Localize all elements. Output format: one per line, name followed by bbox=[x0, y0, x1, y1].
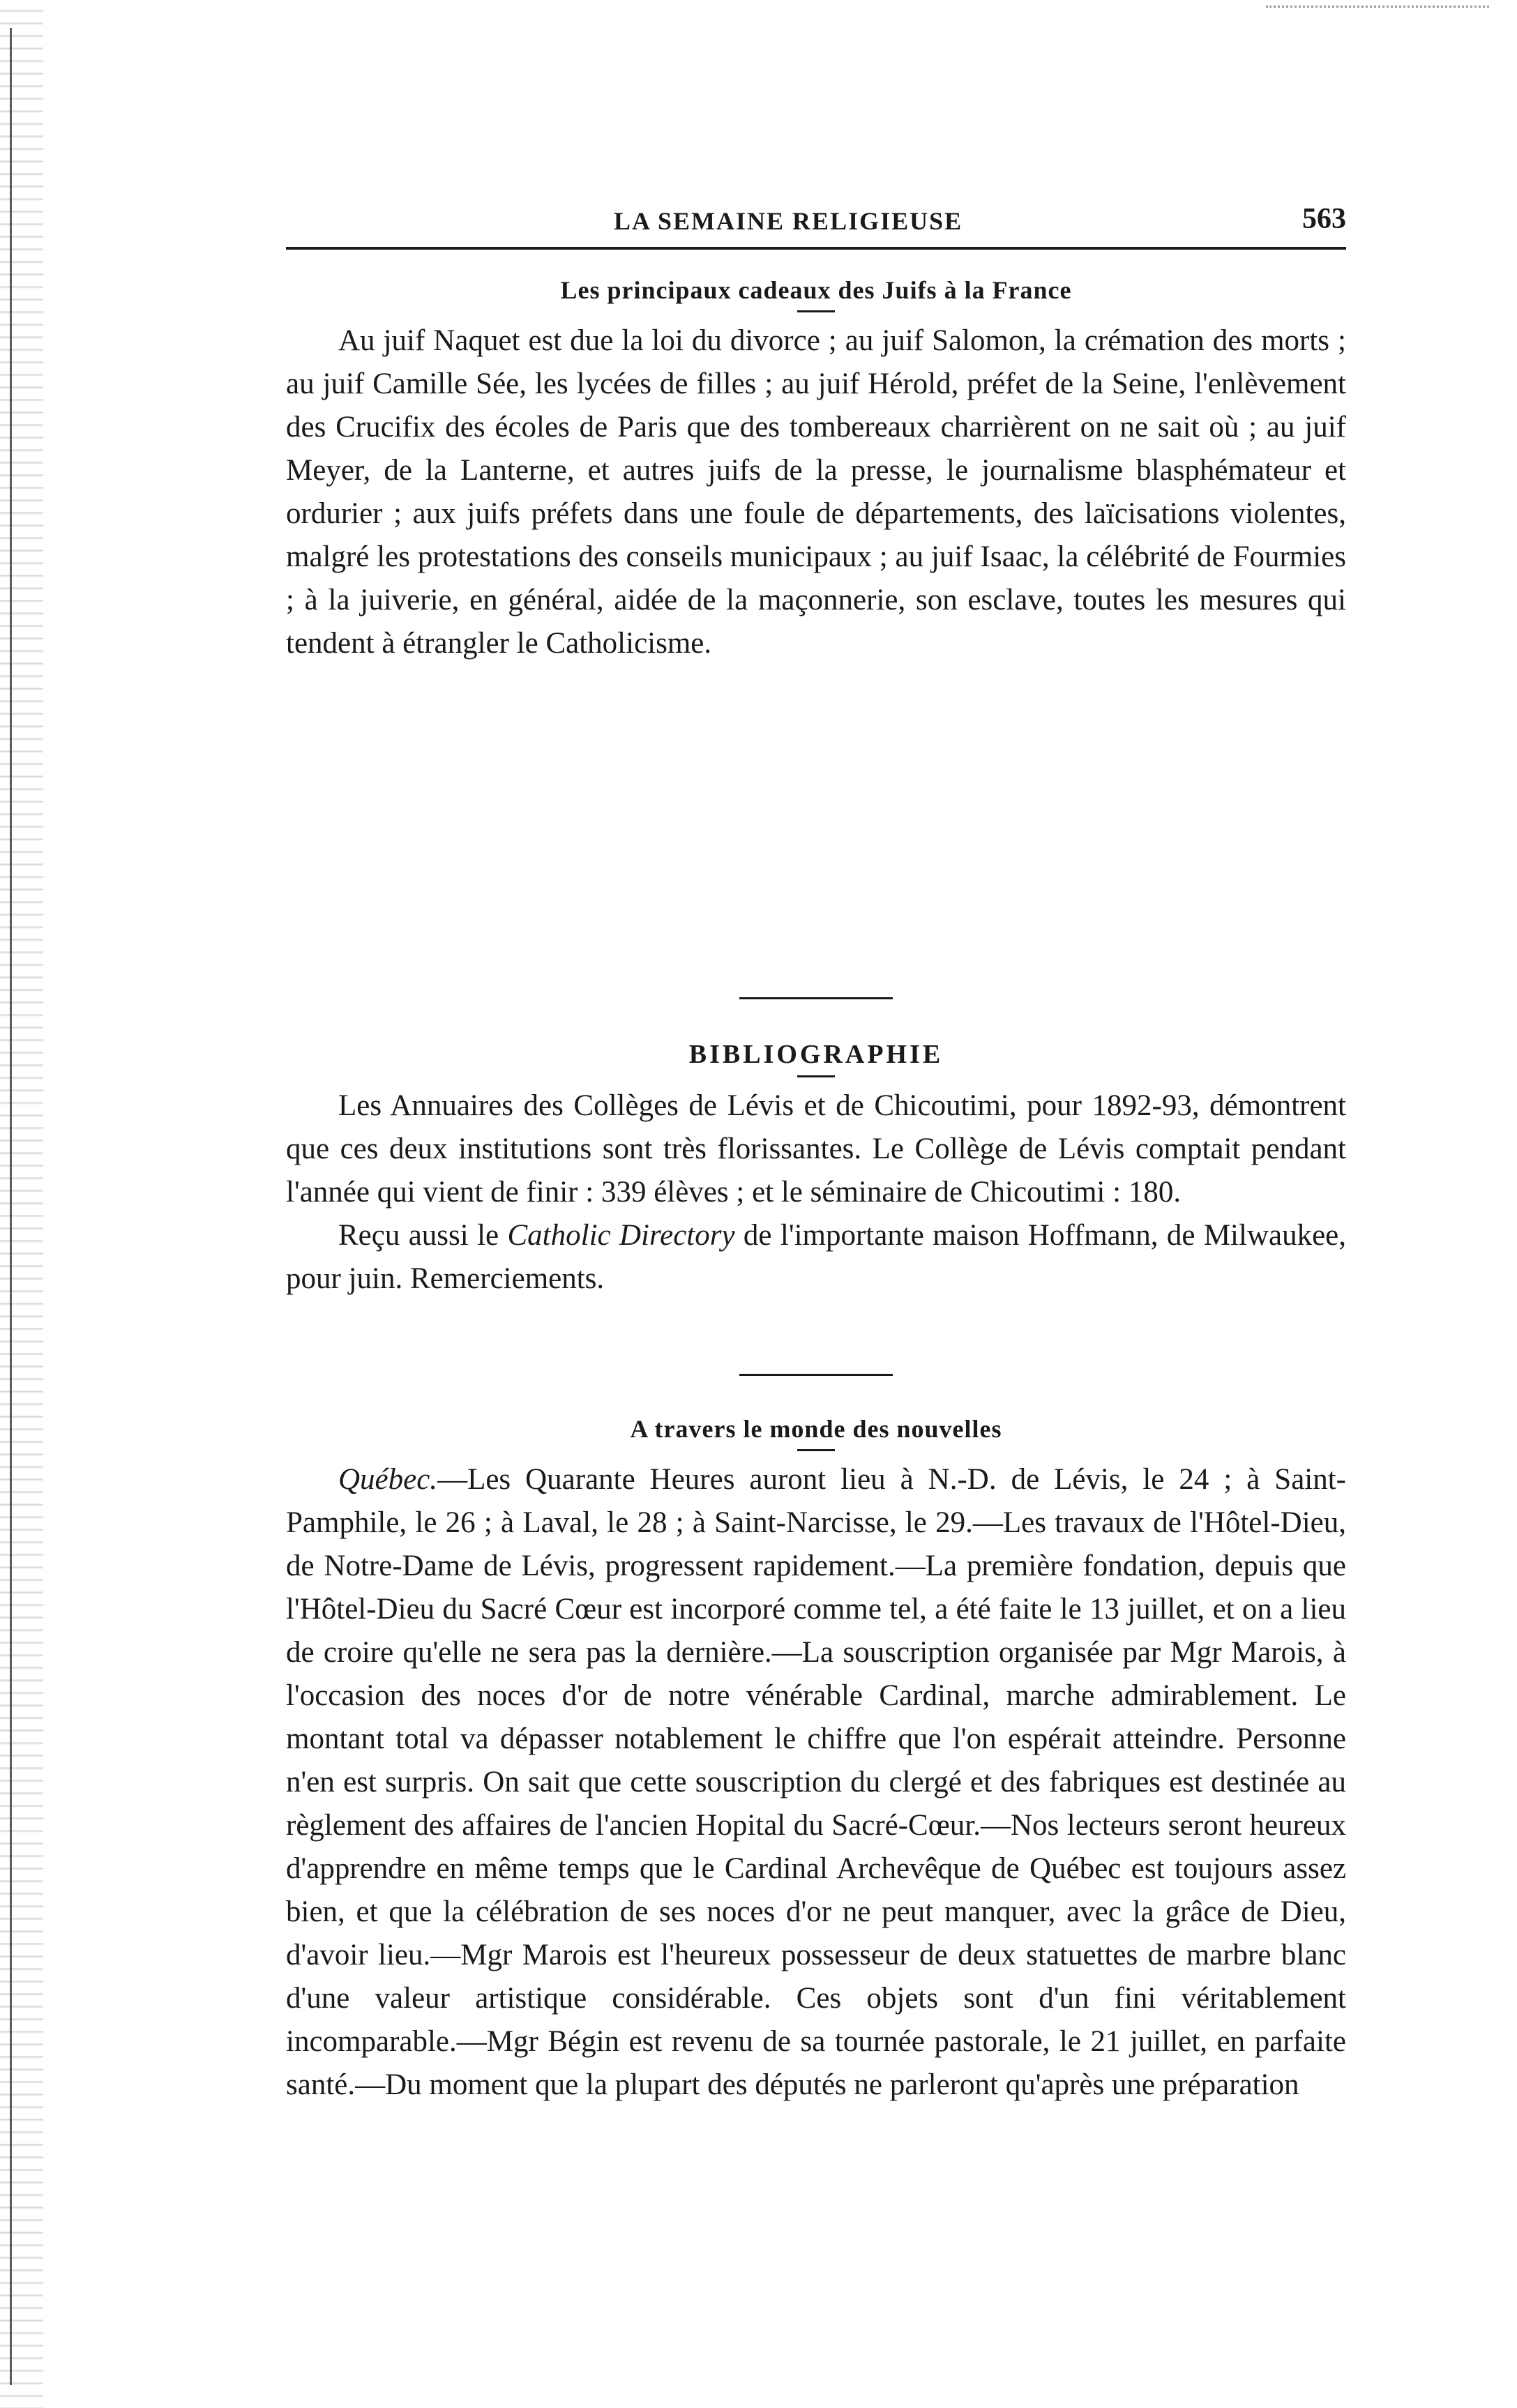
scan-binding-edge bbox=[0, 0, 43, 2408]
section-paragraph bbox=[286, 1458, 1346, 2107]
section-separator bbox=[286, 1374, 1346, 1376]
italic-place: Québec. bbox=[338, 1463, 438, 1496]
running-head bbox=[286, 202, 1346, 247]
separator-rule bbox=[739, 997, 893, 999]
text-run: Reçu aussi le bbox=[338, 1219, 508, 1252]
text-run: —Les Quarante Heures auront lieu à N.-D. de Lévis, le 24 ; à Saint-Pamphile, le 26 ; à Laval, le 28 ; à Saint-Narcisse, le 29.—Les travaux de l'Hôtel-Dieu, de Notre-Dame de Lévis, progressent rapidement.—La première fondation, depuis que l'Hôtel-Dieu du Sacré Cœur est incorporé comme tel, a été faite le 13 juillet, et on a lieu de croire qu'elle ne sera pas la dernière.—La souscription organisée par Mgr Marois, à l'occasion des noces d'or de notre vénérable Cardinal, marche admirablement. Le montant total va dépasser notablement le chiffre que l'on espérait atteindre. Personne n'en est surpris. On sait que cette souscription du clergé et des fabriques est destinée au règlement des affaires de l'ancien Hopital du Sacré-Cœur.—Nos lecteurs seront heureux d'apprendre en même temps que le Cardinal Archevêque de Québec est toujours assez bien, et que la célébration de ses noces d'or ne peut manquer, avec la grâce de Dieu, d'avoir lieu.—Mgr Marois est l'heureux possesseur de deux statuettes de marbre blanc d'une valeur artistique considérable. Ces objets sont d'un fini véritablement incomparable.—Mgr Bégin est revenu de sa tournée pastorale, le 21 juillet, en parfaite santé.—Du moment que la plupart des députés ne parleront qu'après une préparation bbox=[286, 1463, 1346, 2101]
book-page bbox=[286, 202, 1347, 2101]
title-rule bbox=[797, 1075, 835, 1077]
title-rule bbox=[797, 1449, 835, 1451]
section-paragraph: Au juif Naquet est due la loi du divorce ; au juif Salomon, la crémation des morts ; au juif Camille Sée, les lycées de filles ; au juif Hérold, préfet de la Seine, l'enlèvement des Crucifix des écoles de Paris que des tombereaux charrièrent on ne sait où ; au juif Meyer, de la Lanterne, et autres juifs de la presse, le journalisme blasphémateur et ordurier ; aux juifs préfets dans une foule de départements, des laïcisations violentes, malgré les protestations des conseils municipaux ; au juif Isaac, la célébrité de Fourmies ; à la juiverie, en général, aidée de la maçonnerie, son esclave, toutes les mesures qui tendent à étrangler le Catholicisme. bbox=[286, 324, 1346, 660]
scan-top-edge bbox=[1266, 6, 1489, 10]
italic-title: Catholic Directory bbox=[507, 1219, 735, 1252]
section-nouvelles bbox=[286, 1414, 1346, 2107]
section-separator bbox=[286, 997, 1346, 999]
section-paragraph bbox=[286, 1214, 1346, 1301]
title-rule bbox=[797, 310, 835, 312]
section-paragraph: Les Annuaires des Collèges de Lévis et de Chicoutimi, pour 1892-93, démontrent que ces deux institutions sont très florissantes. Le Collège de Lévis comptait pendant l'année qui vient de finir : 339 élèves ; et le séminaire de Chicoutimi : 180. bbox=[286, 1089, 1346, 1209]
section-title: Les principaux cadeaux des Juifs à la France bbox=[560, 276, 1072, 304]
section-title: A travers le monde des nouvelles bbox=[630, 1415, 1002, 1443]
header-rule bbox=[286, 247, 1346, 250]
section-title: BIBLIOGRAPHIE bbox=[688, 1040, 944, 1069]
running-title: LA SEMAINE RELIGIEUSE bbox=[614, 207, 963, 235]
separator-rule bbox=[739, 1374, 893, 1376]
text-run: de l'importante maison Hoffmann, de Milwaukee, pour juin. Remerciements. bbox=[286, 1219, 1347, 1295]
section-cadeaux bbox=[286, 275, 1346, 665]
page-number: 563 bbox=[1302, 203, 1346, 235]
section-bibliographie bbox=[286, 1039, 1346, 1301]
